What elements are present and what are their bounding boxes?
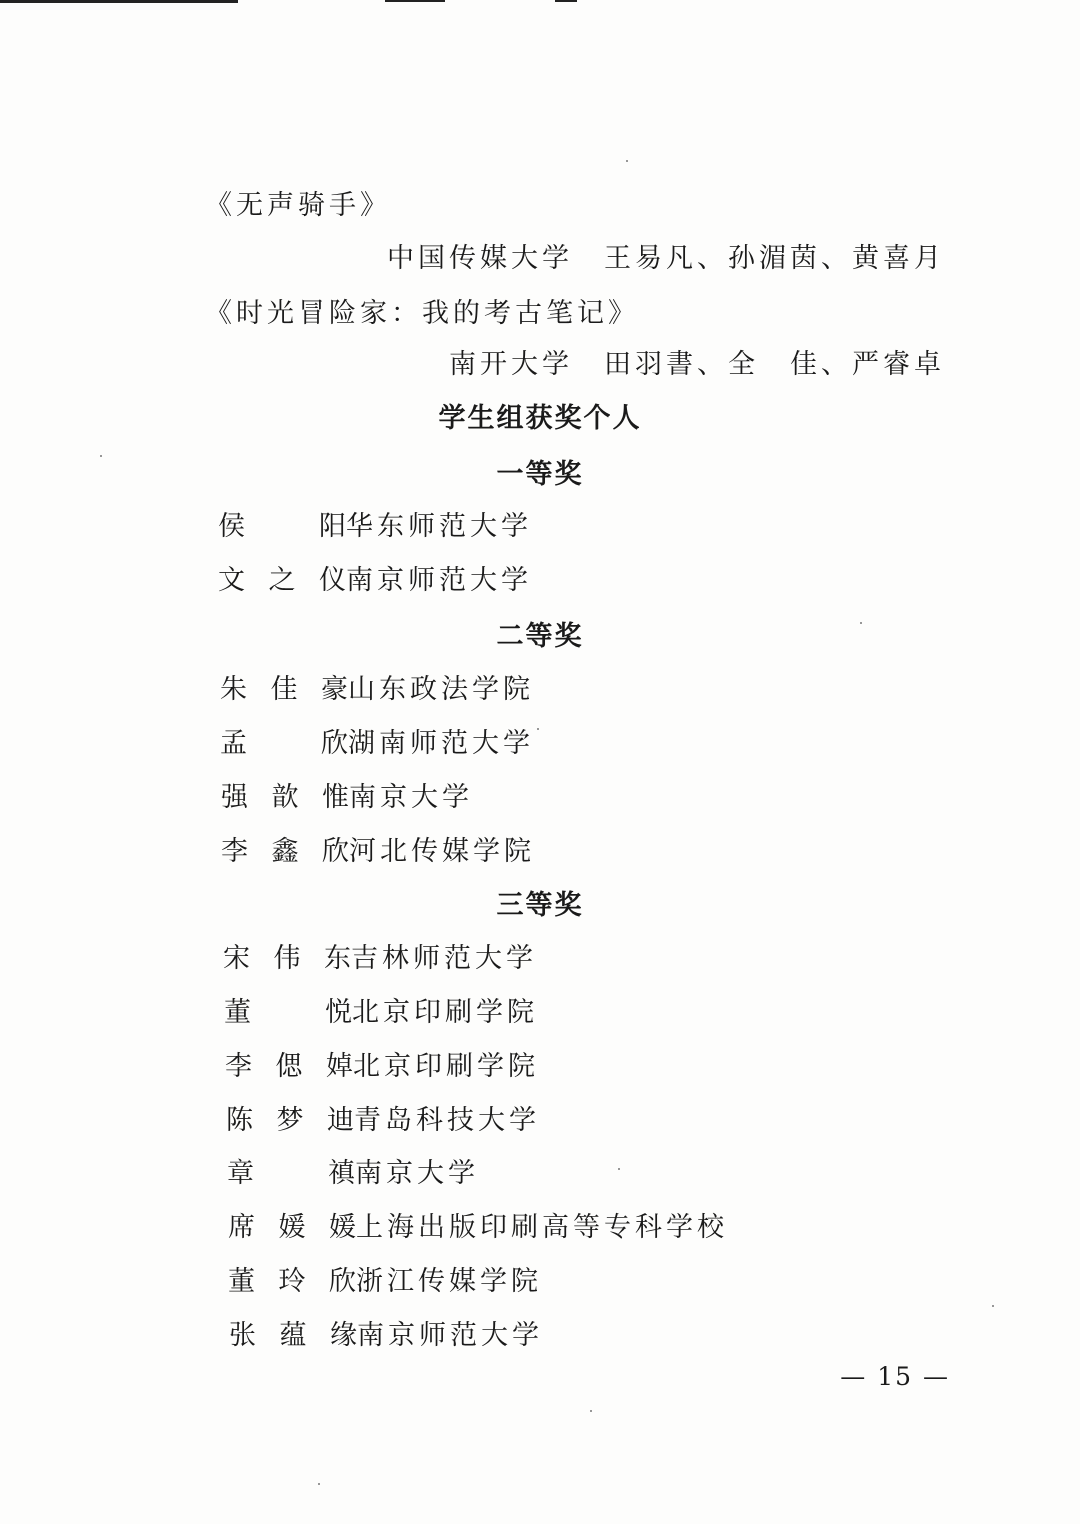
scan-edge-mark [555,0,577,2]
winner-school: 湖南师范大学 [348,727,534,759]
winner-name [225,1044,353,1083]
winner-name [218,504,346,543]
award-row [218,505,532,541]
winner-name-char: 强 [221,781,248,813]
award-row [229,1314,543,1350]
winner-name-char: 李 [221,835,248,867]
award-row [224,991,538,1027]
winner-name [226,1098,354,1137]
prize-heading-first: 一等奖 [496,459,584,490]
winner-name-char: 东 [324,942,351,974]
winner-name-char: 伟 [273,942,301,974]
award-row [221,776,473,812]
winner-school: 浙江传媒学院 [356,1265,542,1297]
winner-name-char: 欣 [322,835,349,867]
prize-heading-third: 三等奖 [496,890,584,921]
award-row [220,722,534,758]
winner-name-char: 陈 [226,1104,253,1136]
winner-name-char: 蕴 [279,1319,307,1351]
winner-name-char: 侯 [218,510,245,542]
winner-name-char: 偲 [275,1050,303,1082]
winner-school: 青岛科技大学 [354,1104,540,1136]
winner-name [223,936,351,975]
winner-name-char: 禛 [328,1157,355,1189]
work-title: 《无声骑手》 [205,190,391,221]
award-row [225,1045,539,1081]
scan-speck [618,1168,620,1170]
award-row [221,830,535,866]
winner-name-char: 惟 [322,781,349,813]
winner-school: 山东政法学院 [348,673,534,705]
winner-name-char: 朱 [220,673,247,705]
winner-name-char: 媛 [329,1211,356,1243]
winner-name [221,829,349,868]
scan-edge-mark [0,0,238,3]
award-row [223,937,537,973]
winner-name [228,1259,356,1298]
winner-name-char: 席 [228,1211,255,1243]
winner-school: 南京大学 [355,1157,479,1189]
winner-name-char: 之 [268,564,296,596]
scan-speck [318,1483,320,1485]
winner-name-char: 孟 [220,727,247,759]
winner-name-char: 张 [229,1319,256,1351]
winner-name-char: 阳 [319,510,346,542]
winner-school: 河北传媒学院 [349,835,535,867]
award-row [228,1206,728,1242]
scan-edge-mark [385,0,445,2]
winner-school: 北京印刷学院 [352,996,538,1028]
winner-name-char: 董 [224,996,251,1028]
award-row [220,668,534,704]
winner-name [220,721,348,760]
scan-speck [537,728,539,730]
work-title: 《时光冒险家：我的考古笔记》 [205,298,639,329]
winner-name-char: 梦 [276,1104,304,1136]
winner-name-char: 迪 [327,1104,354,1136]
winner-name-char: 李 [225,1050,252,1082]
winner-name-char: 玲 [278,1265,306,1297]
award-row [218,559,532,595]
prize-heading-second: 二等奖 [496,621,584,652]
winner-school: 华东师范大学 [346,510,532,542]
work-team: 中国传媒大学 王易凡、孙湄茵、黄喜月 [387,243,945,274]
winner-name-char: 欣 [321,727,348,759]
award-row [227,1152,479,1188]
winner-name-char: 欣 [329,1265,356,1297]
winner-name [221,775,349,814]
winner-name [228,1205,356,1244]
winner-name-char: 媛 [278,1211,306,1243]
winner-school: 南京师范大学 [346,564,532,596]
award-row [226,1099,540,1135]
winner-name [218,558,346,597]
winner-school: 南京师范大学 [357,1319,543,1351]
page-number: — 15 — [840,1362,950,1391]
winner-name-char: 宋 [223,942,250,974]
section-title: 学生组获奖个人 [438,403,642,434]
winner-name-char: 章 [227,1157,254,1189]
award-row [228,1260,542,1296]
winner-name-char: 佳 [270,673,298,705]
work-team: 南开大学 田羽書、全 佳、严睿卓 [449,349,945,380]
winner-name [224,990,352,1029]
scan-speck [992,1305,994,1307]
winner-school: 北京印刷学院 [353,1050,539,1082]
winner-school: 上海出版印刷高等专科学校 [356,1211,728,1243]
winner-name-char: 仪 [319,564,346,596]
winner-name-char: 鑫 [271,835,299,867]
winner-name-char: 悦 [325,996,352,1028]
winner-name-char: 董 [228,1265,255,1297]
winner-name-char: 豪 [321,673,348,705]
winner-name-char: 婥 [326,1050,353,1082]
scan-speck [626,160,628,162]
winner-name [229,1313,357,1352]
winner-name-char: 缘 [330,1319,357,1351]
winner-name-char: 文 [218,564,245,596]
winner-name [227,1151,355,1190]
scan-speck [590,1410,592,1412]
winner-name [220,667,348,706]
winner-name-char: 歆 [271,781,299,813]
winner-school: 南京大学 [349,781,473,813]
winner-school: 吉林师范大学 [351,942,537,974]
